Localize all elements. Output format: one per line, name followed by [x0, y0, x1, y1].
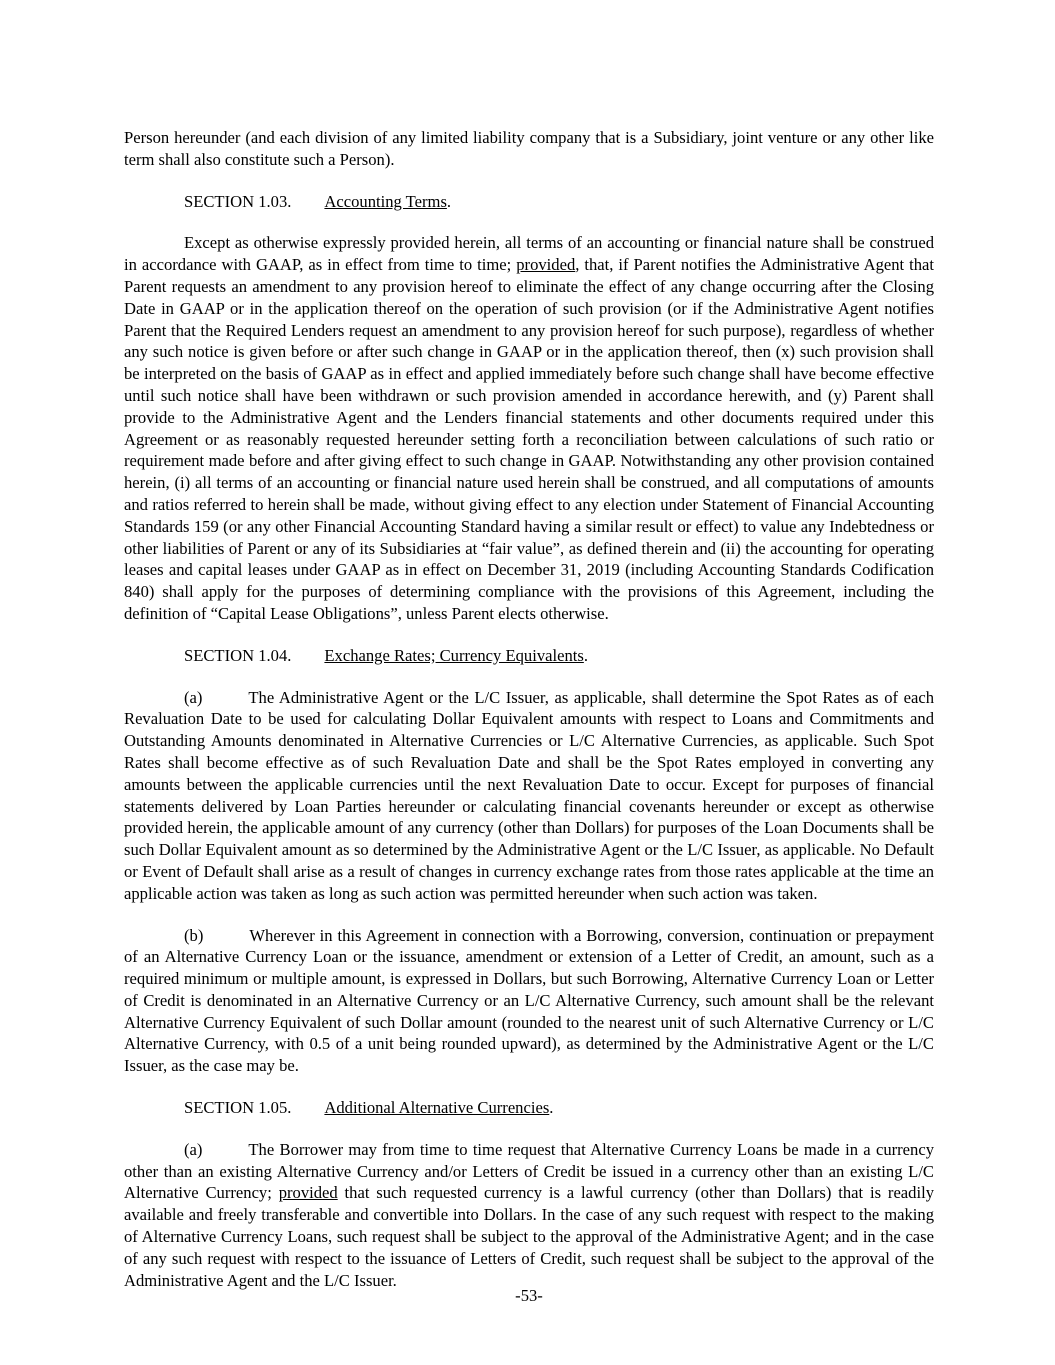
tab-spacer [203, 940, 249, 941]
text-run: The Borrower may from time to time request that Alternative Currency Loans be made in a currency other than an existing Alternative Currency and/or Letters of Credit be issued in a currency other than an existing L/C Alternative Currency; [124, 1139, 934, 1203]
section-1-04-paragraph-b [124, 925, 934, 1078]
text-run: that such requested currency is a lawful currency (other than Dollars) that is readily available and freely transferable and convertible into Dollars. In the case of any such request with respect to the making of Alternative Currency Loans, such request shall be subject to the approval of the Administrative Agent; and in the case of any such request with respect to the issuance of Letters of Credit, such request shall be subject to the approval of the Administrative Agent and the L/C Issuer. [124, 1183, 934, 1290]
text-run: Wherever in this Agreement in connection with a Borrowing, conversion, continuation or prepayment of an Alternative Currency Loan or the issuance, amendment or extension of a Letter of Credit, an amount, such as a required minimum or multiple amount, is expressed in Dollars, but such Borrowing, Alternative Currency Loan or Letter of Credit is denominated in an Alternative Currency or an L/C Alternative Currency, such amount shall be the relevant Alternative Currency Equivalent of such Dollar amount (rounded to the nearest unit of such Alternative Currency or L/C Alternative Currency, with 0.5 of a unit being rounded upward), as determined by the Administrative Agent or the L/C Issuer, as the case may be. [124, 925, 934, 1076]
text-run: (a) [184, 1139, 203, 1159]
section-heading-1-04 [124, 645, 934, 667]
underlined-text: Exchange Rates; Currency Equivalents [324, 645, 584, 665]
text-run: . [583, 645, 588, 665]
section-1-03-paragraph [124, 232, 934, 624]
section-heading-1-03 [124, 191, 934, 213]
section-1-05-paragraph-a [124, 1139, 934, 1292]
tab-spacer [291, 1112, 324, 1113]
section-1-04-paragraph-a [124, 687, 934, 905]
text-run: SECTION 1.05. [184, 1098, 292, 1118]
text-run: SECTION 1.03. [184, 191, 292, 211]
text-run: (a) [184, 687, 203, 707]
text-run: The Administrative Agent or the L/C Issuer, as applicable, shall determine the Spot Rates as of each Revaluation Date to be used for calculating Dollar Equivalent amounts with respect to Loans and Commitments and Outstanding Amounts denominated in Alternative Currencies or L/C Alternative Currencies, as applicable. Such Spot Rates shall become effective as of such Revaluation Date and shall be the Spot Rates employed in converting any amounts between the applicable currencies until the next Revaluation Date to occur. Except for purposes of financial statements delivered by Loan Parties hereunder or calculating financial covenants hereunder or except as otherwise provided herein, the applicable amount of any currency (other than Dollars) for purposes of the Loan Documents shall be such Dollar Equivalent amount as so determined by the Administrative Agent or the L/C Issuer, as applicable. No Default or Event of Default shall arise as a result of changes in currency exchange rates from those rates applicable at the time an applicable action was taken as long as such action was permitted hereunder when such action was taken. [124, 687, 934, 903]
tab-spacer [202, 1154, 248, 1155]
text-run: Except as otherwise expressly provided herein, all terms of an accounting or financial nature shall be construed in accordance with GAAP, as in effect from time to time; [124, 233, 934, 275]
text-run: Person hereunder (and each division of any limited liability company that is a Subsidiary, joint venture or any other like term shall also constitute such a Person). [124, 128, 934, 169]
text-run: , that, if Parent notifies the Administrative Agent that Parent requests an amendment to any provision hereof to eliminate the effect of any change occurring after the Closing Date in GAAP or in the application thereof on the operation of such provision (or if the Administrative Agent notifies Parent that the Required Lenders request an amendment to any provision hereof for such purpose), regardless of whether any such notice is given before or after such change in GAAP or in the application thereof, then (x) such provision shall be interpreted on the basis of GAAP as in effect and applied immediately before such change shall have become effective until such notice shall have been withdrawn or such provision amended in accordance herewith, and (y) Parent shall provide to the Administrative Agent and the Lenders financial statements and other documents required under this Agreement or as reasonably requested hereunder setting forth a reconciliation between calculations of such ratio or requirement made before and after giving effect to such change in GAAP. Notwithstanding any other provision contained herein, (i) all terms of an accounting or financial nature used herein shall be construed, and all computations of amounts and ratios referred to herein shall be made, without giving effect to any election under Statement of Financial Accounting Standards 159 (or any other Financial Accounting Standard having a similar result or effect) to value any Indebtedness or other liabilities of Parent or any of its Subsidiaries at “fair value”, as defined therein and (ii) the accounting for operating leases and capital leases under GAAP as in effect on December 31, 2019 (including Accounting Standards Codification 840) shall apply for the purposes of determining compliance with the provisions of this Agreement, including the definition of “Capital Lease Obligations”, unless Parent elects otherwise. [124, 255, 934, 623]
section-heading-1-05 [124, 1097, 934, 1119]
tab-spacer [202, 702, 248, 703]
underlined-text: Additional Alternative Currencies [324, 1098, 550, 1118]
tab-spacer [291, 660, 324, 661]
page-number: -53- [515, 1286, 543, 1305]
text-run: (b) [184, 925, 204, 945]
text-run: . [446, 191, 452, 211]
underlined-text: provided [278, 1183, 338, 1203]
underlined-text: provided [516, 255, 576, 275]
text-run: SECTION 1.04. [184, 645, 292, 665]
tab-spacer [291, 206, 324, 207]
text-run: . [549, 1098, 554, 1118]
document-body [124, 127, 934, 1311]
paragraph-continuation [124, 127, 934, 171]
underlined-text: Accounting Terms [324, 191, 447, 211]
